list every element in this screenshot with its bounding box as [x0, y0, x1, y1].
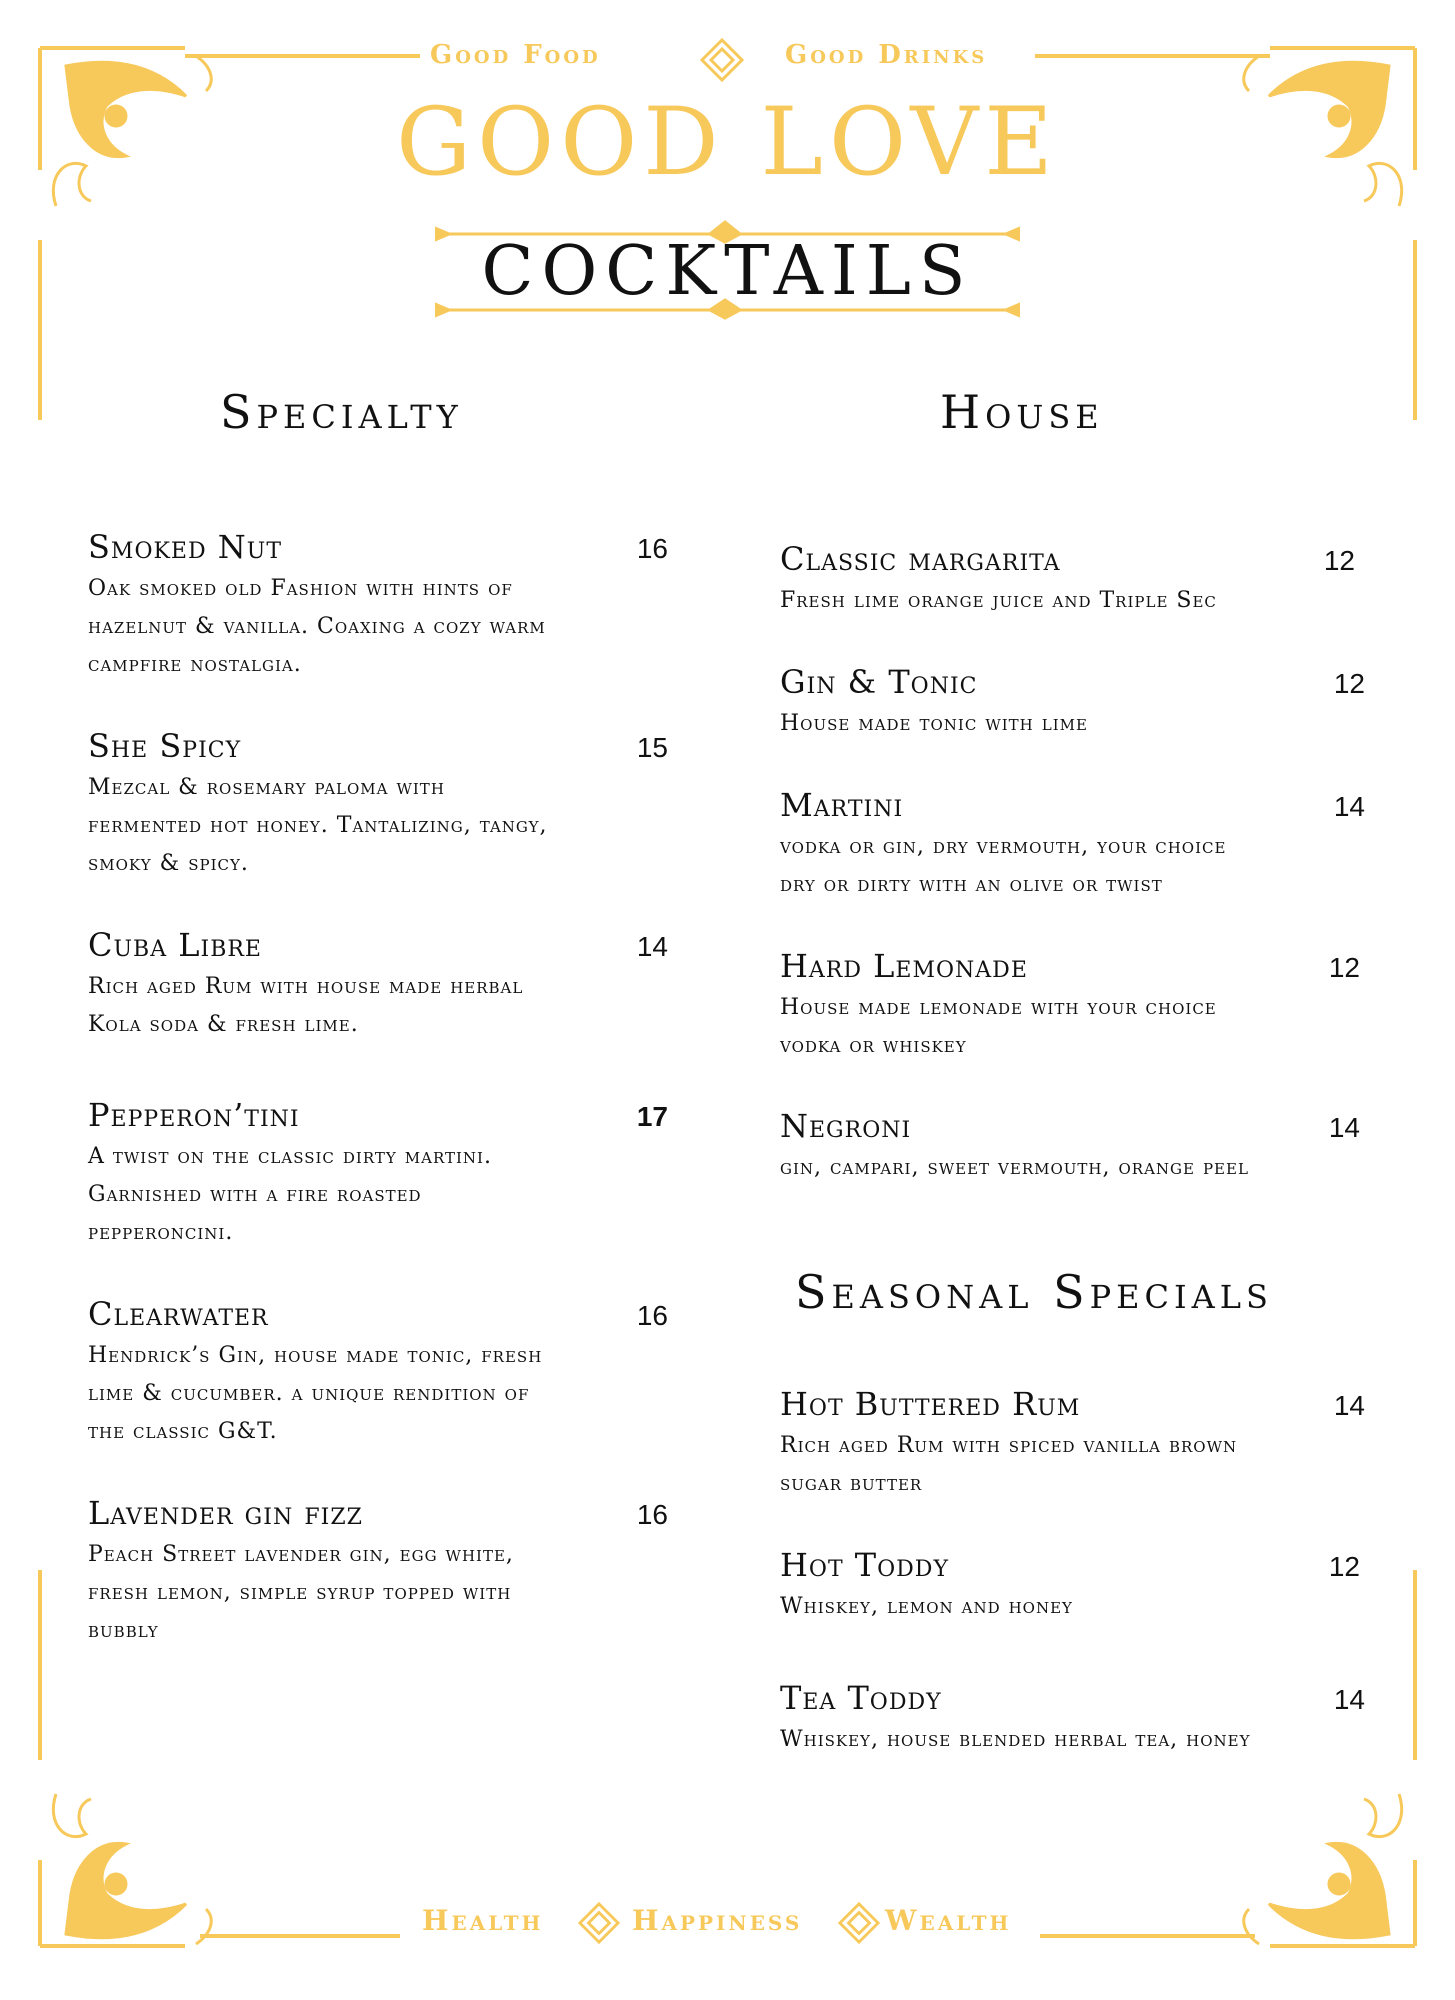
- item-price: 12: [1328, 1551, 1360, 1582]
- item-name: Hard Lemonade: [780, 947, 1028, 985]
- menu-item: [780, 1546, 1360, 1626]
- ornamental-corner-icon: [36, 1744, 236, 1964]
- brand-title: GOOD LOVE: [396, 88, 1059, 197]
- item-price: 14: [1333, 1390, 1365, 1421]
- menu-item: [88, 926, 668, 1044]
- menu-item: [88, 1494, 668, 1650]
- diamond-ornament-icon: [700, 38, 744, 82]
- item-price: 16: [636, 533, 668, 564]
- item-price: 12: [1323, 545, 1355, 576]
- item-description: Rich aged Rum with spiced vanilla brown sugar butter: [780, 1433, 1238, 1496]
- item-description: House made lemonade with your choice vodka or whiskey: [780, 995, 1217, 1058]
- menu-item: [88, 1096, 668, 1252]
- item-description: A twist on the classic dirty martini. Garnished with a fire roasted pepperoncini.: [88, 1144, 492, 1245]
- item-price: 15: [636, 732, 668, 763]
- item-name: Lavender gin fizz: [88, 1494, 363, 1532]
- item-description: Hendrick’s Gin, house made tonic, fresh lime & cucumber. a unique rendition of the classic G&T.: [88, 1343, 543, 1444]
- item-description: Fresh lime orange juice and Triple Sec: [780, 588, 1217, 613]
- diamond-ornament-icon: [578, 1902, 620, 1944]
- item-name: Pepperon’tini: [88, 1096, 300, 1134]
- item-description: gin, campari, sweet vermouth, orange peel: [780, 1155, 1249, 1180]
- item-name: Hot Buttered Rum: [780, 1385, 1081, 1423]
- menu-item: [88, 1295, 668, 1451]
- item-price: 16: [636, 1499, 668, 1530]
- section-title-seasonal: Seasonal Specials: [795, 1265, 1273, 1319]
- tagline-left: Good Food: [430, 40, 601, 70]
- item-name: Cuba Libre: [88, 926, 262, 964]
- footer-wealth: Wealth: [885, 1904, 1012, 1937]
- item-description: Oak smoked old Fashion with hints of hazelnut & vanilla. Coaxing a cozy warm campfire nostalgia.: [88, 576, 546, 677]
- item-name: Gin & Tonic: [780, 663, 978, 701]
- diamond-ornament-icon: [838, 1902, 880, 1944]
- item-description: Rich aged Rum with house made herbal Kola soda & fresh lime.: [88, 974, 524, 1037]
- item-price: 14: [1328, 1112, 1360, 1143]
- item-description: House made tonic with lime: [780, 711, 1088, 736]
- tagline-right: Good Drinks: [785, 40, 988, 70]
- item-name: Smoked Nut: [88, 528, 283, 566]
- item-price: 14: [1333, 1684, 1365, 1715]
- item-description: Peach Street lavender gin, egg white, fresh lemon, simple syrup topped with bubbly: [88, 1542, 514, 1643]
- item-price: 12: [1328, 952, 1360, 983]
- menu-item: [780, 786, 1365, 904]
- item-description: Mezcal & rosemary paloma with fermented hot honey. Tantalizing, tangy, smoky & spicy.: [88, 775, 548, 876]
- footer-happiness: Happiness: [632, 1904, 803, 1937]
- menu-item: [780, 1107, 1360, 1187]
- ornamental-corner-icon: [1219, 1744, 1419, 1964]
- item-name: Tea Toddy: [780, 1679, 942, 1717]
- item-price: 14: [1333, 791, 1365, 822]
- page-title: COCKTAILS: [481, 232, 974, 311]
- item-name: Clearwater: [88, 1295, 269, 1333]
- menu-item: [780, 663, 1365, 743]
- item-price: 17: [636, 1101, 668, 1132]
- item-description: Whiskey, house blended herbal tea, honey: [780, 1727, 1251, 1752]
- menu-item: [780, 1385, 1365, 1503]
- footer-health: Health: [422, 1904, 544, 1937]
- item-price: 12: [1333, 668, 1365, 699]
- item-price: 16: [636, 1300, 668, 1331]
- item-name: Negroni: [780, 1107, 912, 1145]
- menu-item: [88, 727, 668, 883]
- section-title-house: House: [940, 385, 1104, 439]
- item-price: 14: [636, 931, 668, 962]
- item-name: Hot Toddy: [780, 1546, 949, 1584]
- menu-item: [88, 528, 668, 684]
- menu-item: [780, 947, 1360, 1065]
- section-title-specialty: Specialty: [220, 385, 463, 439]
- item-description: Whiskey, lemon and honey: [780, 1594, 1073, 1619]
- item-name: Classic margarita: [780, 540, 1061, 578]
- item-description: vodka or gin, dry vermouth, your choice dry or dirty with an olive or twist: [780, 834, 1227, 897]
- menu-item: [780, 1679, 1365, 1759]
- menu-item: [780, 540, 1355, 620]
- item-name: She Spicy: [88, 727, 242, 765]
- item-name: Martini: [780, 786, 904, 824]
